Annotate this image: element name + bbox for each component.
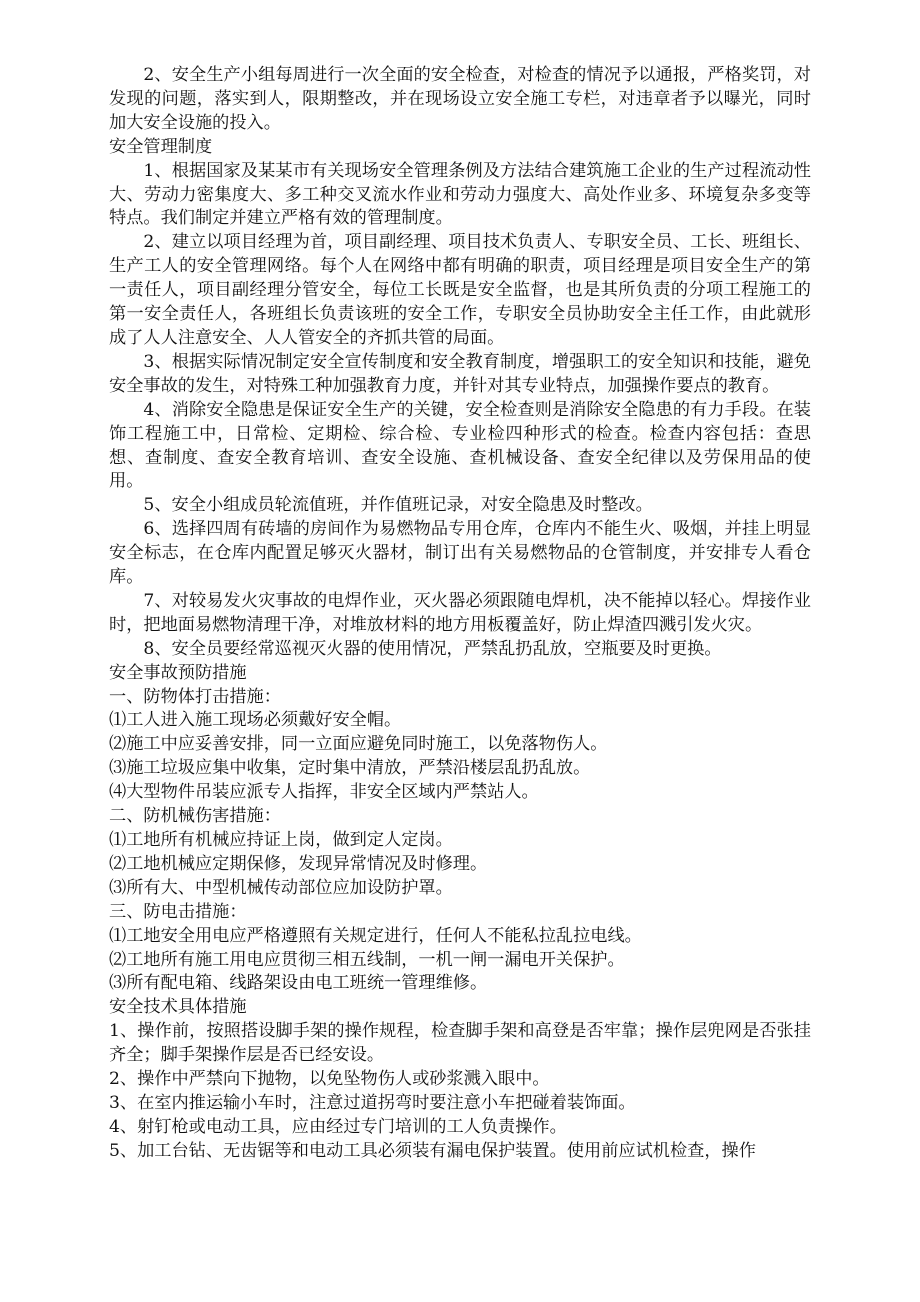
subheading-electric-shock: 三、防电击措施： xyxy=(109,901,247,922)
paragraph-management-6: 6、选择四周有砖墙的房间作为易燃物品专用仓库，仓库内不能生火、吸烟，并挂上明显安全标志，在仓库内配置足够灭火器材，制订出有关易燃物品的仓管制度，并安排专人看仓库。 xyxy=(109,519,811,588)
list-item-electric-2: ⑵工地所有施工用电应贯彻三相五线制，一机一闸一漏电开关保护。 xyxy=(109,949,625,970)
list-item-technical-4: 4、射钉枪或电动工具，应由经过专门培训的工人负责操作。 xyxy=(109,1116,567,1137)
paragraph-management-3: 3、根据实际情况制定安全宣传制度和安全教育制度，增强职工的安全知识和技能，避免安全事故的发生，对特殊工种加强教育力度，并针对其专业特点，加强操作要点的教育。 xyxy=(109,351,811,396)
subheading-object-strike: 一、防物体打击措施： xyxy=(109,686,281,707)
list-item-technical-1: 1、操作前，按照搭设脚手架的操作规程，检查脚手架和高登是否牢靠；操作层兜网是否张挂齐全；脚手架操作层是否已经安设。 xyxy=(109,1021,811,1066)
heading-safety-management-system: 安全管理制度 xyxy=(109,136,213,157)
paragraph-management-8: 8、安全员要经常巡视灭火器的使用情况，严禁乱扔乱放，空瓶要及时更换。 xyxy=(143,638,722,659)
list-item-object-strike-4: ⑷大型物件吊装应派专人指挥，非安全区域内严禁站人。 xyxy=(109,782,539,803)
paragraph-management-4: 4、消除安全隐患是保证安全生产的关键，安全检查则是消除安全隐患的有力手段。在装饰工程施工中，日常检、定期检、综合检、专业检四种形式的检查。检查内容包括：查思想、查制度、查安全教育培训、查安全设施、查机械设备、查安全纪律以及劳保用品的使用。 xyxy=(109,399,811,492)
list-item-electric-1: ⑴工地安全用电应严格遵照有关规定进行，任何人不能私拉乱拉电线。 xyxy=(109,925,642,946)
list-item-electric-3: ⑶所有配电箱、线路架设由电工班统一管理维修。 xyxy=(109,973,488,994)
paragraph-management-5: 5、安全小组成员轮流值班，并作值班记录，对安全隐患及时整改。 xyxy=(143,495,653,516)
list-item-machinery-1: ⑴工地所有机械应持证上岗，做到定人定岗。 xyxy=(109,830,453,850)
paragraph-weekly-inspection: 2、安全生产小组每周进行一次全面的安全检查，对检查的情况予以通报，严格奖罚，对发现的问题，落实到人，限期整改，并在现场设立安全施工专栏，对违章者予以曝光，同时加大安全设施的投入。 xyxy=(109,65,811,133)
document-page xyxy=(109,64,811,1164)
list-item-object-strike-1: ⑴工人进入施工现场必须戴好安全帽。 xyxy=(109,710,402,731)
paragraph-management-1: 1、根据国家及某某市有关现场安全管理条例及方法结合建筑施工企业的生产过程流动性大、劳动力密集度大、多工种交叉流水作业和劳动力强度大、高处作业多、环境复杂多变等特点。我们制定并建立严格有效的管理制度。 xyxy=(109,160,811,229)
paragraph-management-7: 7、对较易发火灾事故的电焊作业，灭火器必须跟随电焊机，决不能掉以轻心。焊接作业时，把地面易燃物清理干净，对堆放材料的地方用板覆盖好，防止焊渣四溅引发火灾。 xyxy=(109,590,811,635)
list-item-technical-5: 5、加工台钻、无齿锯等和电动工具必须装有漏电保护装置。使用前应试机检查，操作 xyxy=(109,1140,756,1161)
paragraph-management-2: 2、建立以项目经理为首，项目副经理、项目技术负责人、专职安全员、工长、班组长、生产工人的安全管理网络。每个人在网络中都有明确的职责，项目经理是项目安全生产的第一责任人，项目副经理分管安全，每位工长既是安全监督，也是其所负责的分项工程施工的第一安全责任人，各班组长负责该班的安全工作，专职安全员协助安全主任工作，由此就形成了人人注意安全、人人管安全的齐抓共管的局面。 xyxy=(109,232,811,348)
list-item-machinery-3: ⑶所有大、中型机械传动部位应加设防护罩。 xyxy=(109,877,453,898)
list-item-machinery-2: ⑵工地机械应定期保修，发现异常情况及时修理。 xyxy=(109,853,488,874)
heading-technical-measures: 安全技术具体措施 xyxy=(109,997,247,1018)
subheading-machinery-injury: 二、防机械伤害措施： xyxy=(109,806,281,827)
list-item-object-strike-2: ⑵施工中应妥善安排，同一立面应避免同时施工，以免落物伤人。 xyxy=(109,734,608,755)
heading-accident-prevention: 安全事故预防措施 xyxy=(109,662,247,683)
list-item-technical-3: 3、在室内推运输小车时，注意过道拐弯时要注意小车把碰着装饰面。 xyxy=(109,1092,636,1113)
list-item-object-strike-3: ⑶施工垃圾应集中收集，定时集中清放，严禁沿楼层乱扔乱放。 xyxy=(109,758,591,779)
list-item-technical-2: 2、操作中严禁向下抛物，以免坠物伤人或砂浆溅入眼中。 xyxy=(109,1069,550,1090)
